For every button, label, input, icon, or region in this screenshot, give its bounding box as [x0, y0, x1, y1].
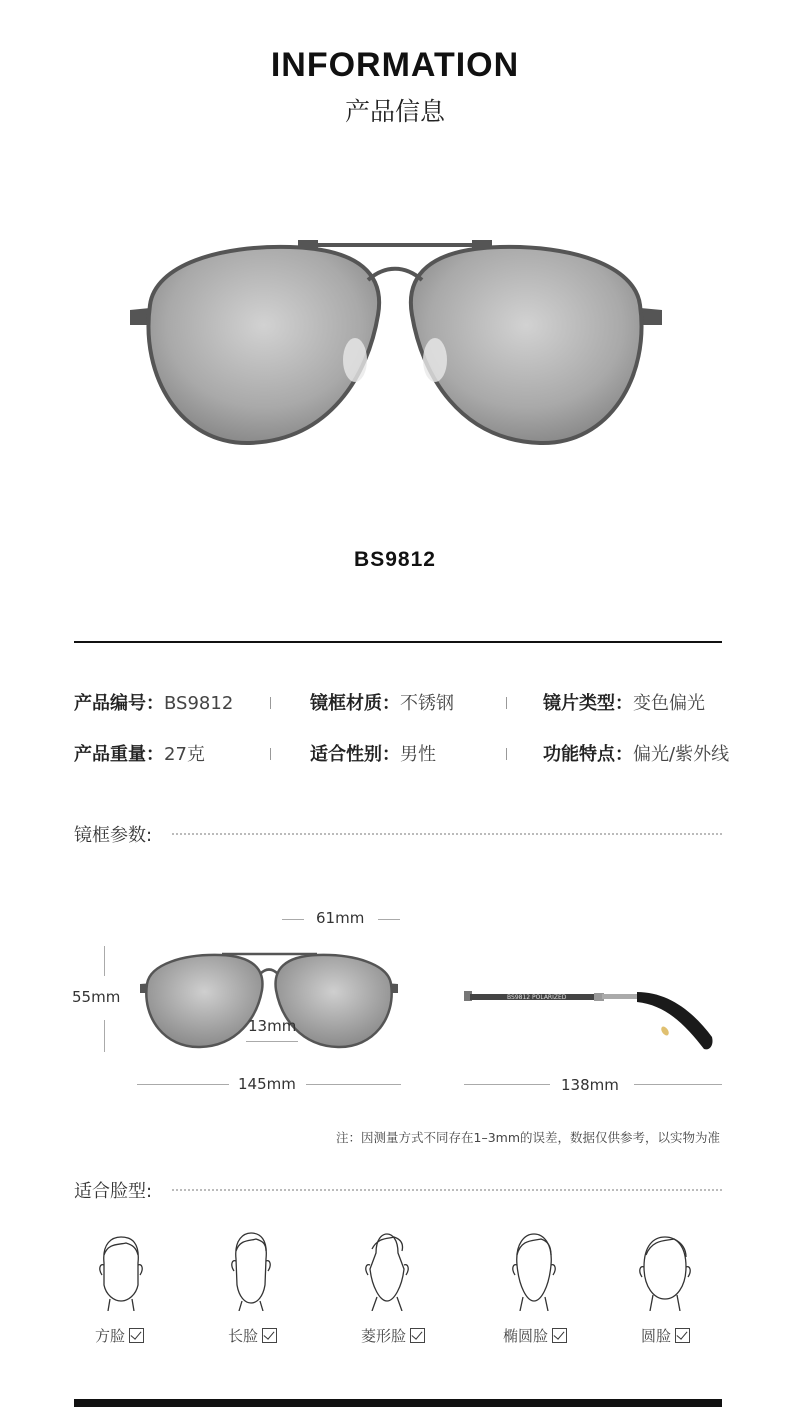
face-type-name: 菱形脸 [361, 1327, 407, 1345]
checkbox-checked-icon [675, 1328, 690, 1343]
spec-gender [310, 740, 436, 766]
spec-separator [270, 697, 271, 709]
dimension-line [104, 1020, 105, 1052]
spec-product-code [74, 689, 233, 715]
dotted-leader [172, 833, 722, 835]
lens-height-label: 55mm [72, 988, 121, 1006]
measurement-note: 注：因测量方式不同存在1–3mm的误差，数据仅供参考，以实物为准 [335, 1130, 720, 1145]
frame-width-label: 145mm [238, 1075, 296, 1093]
divider-bottom [74, 1399, 722, 1407]
face-type-oval [503, 1325, 567, 1346]
spec-lens-type [543, 689, 705, 715]
dimension-line [282, 919, 304, 920]
dimension-line [306, 1084, 401, 1085]
round-face-icon [636, 1233, 694, 1311]
temple-side-diagram [462, 975, 722, 1060]
face-type-name: 方脸 [95, 1327, 126, 1345]
spec-weight [74, 740, 205, 766]
spec-value: 变色偏光 [633, 693, 705, 714]
dimension-line [464, 1084, 550, 1085]
oval-face-icon [505, 1231, 563, 1311]
spec-frame-material [310, 689, 454, 715]
temple-print: BS9812 POLARIZED [507, 994, 567, 1001]
spec-key: 产品重量： [74, 744, 164, 765]
dimension-line [246, 1041, 298, 1042]
checkbox-checked-icon [410, 1328, 425, 1343]
face-type-name: 椭圆脸 [503, 1327, 549, 1345]
spec-value: 不锈钢 [400, 693, 454, 714]
long-face-icon [222, 1231, 280, 1311]
product-model: BS9812 [354, 548, 436, 571]
dimension-line [137, 1084, 229, 1085]
spec-key: 适合性别： [310, 744, 400, 765]
face-type-long [228, 1325, 277, 1346]
spec-value: 偏光/紫外线 [633, 744, 730, 765]
dimension-line [378, 919, 400, 920]
face-types-label: 适合脸型: [74, 1181, 153, 1202]
spec-value: BS9812 [164, 693, 234, 714]
checkbox-checked-icon [552, 1328, 567, 1343]
face-type-diamond [361, 1325, 425, 1346]
square-face-icon [92, 1233, 150, 1311]
face-type-name: 长脸 [228, 1327, 259, 1345]
divider-top [74, 641, 722, 643]
temple-length-label: 138mm [561, 1076, 619, 1094]
spec-separator [506, 697, 507, 709]
title-english: INFORMATION [270, 46, 520, 84]
spec-key: 功能特点： [543, 744, 633, 765]
dimension-line [104, 946, 105, 976]
spec-key: 镜片类型： [543, 693, 633, 714]
diamond-face-icon [358, 1231, 416, 1311]
frame-params-label: 镜框参数: [74, 825, 153, 846]
bridge-width-label: 13mm [248, 1017, 297, 1035]
spec-value: 男性 [400, 744, 436, 765]
sunglasses-front-image [110, 225, 680, 465]
sunglasses-front-diagram [132, 946, 407, 1056]
checkbox-checked-icon [129, 1328, 144, 1343]
spec-separator [506, 748, 507, 760]
face-type-name: 圆脸 [641, 1327, 672, 1345]
spec-features [543, 740, 729, 766]
lens-width-label: 61mm [316, 909, 365, 927]
dimension-line [634, 1084, 722, 1085]
spec-key: 镜框材质： [310, 693, 400, 714]
title-chinese: 产品信息 [344, 97, 445, 126]
dotted-leader [172, 1189, 722, 1191]
spec-key: 产品编号： [74, 693, 164, 714]
face-type-square [95, 1325, 144, 1346]
face-type-round [641, 1325, 690, 1346]
spec-value: 27克 [164, 744, 205, 765]
checkbox-checked-icon [262, 1328, 277, 1343]
spec-separator [270, 748, 271, 760]
